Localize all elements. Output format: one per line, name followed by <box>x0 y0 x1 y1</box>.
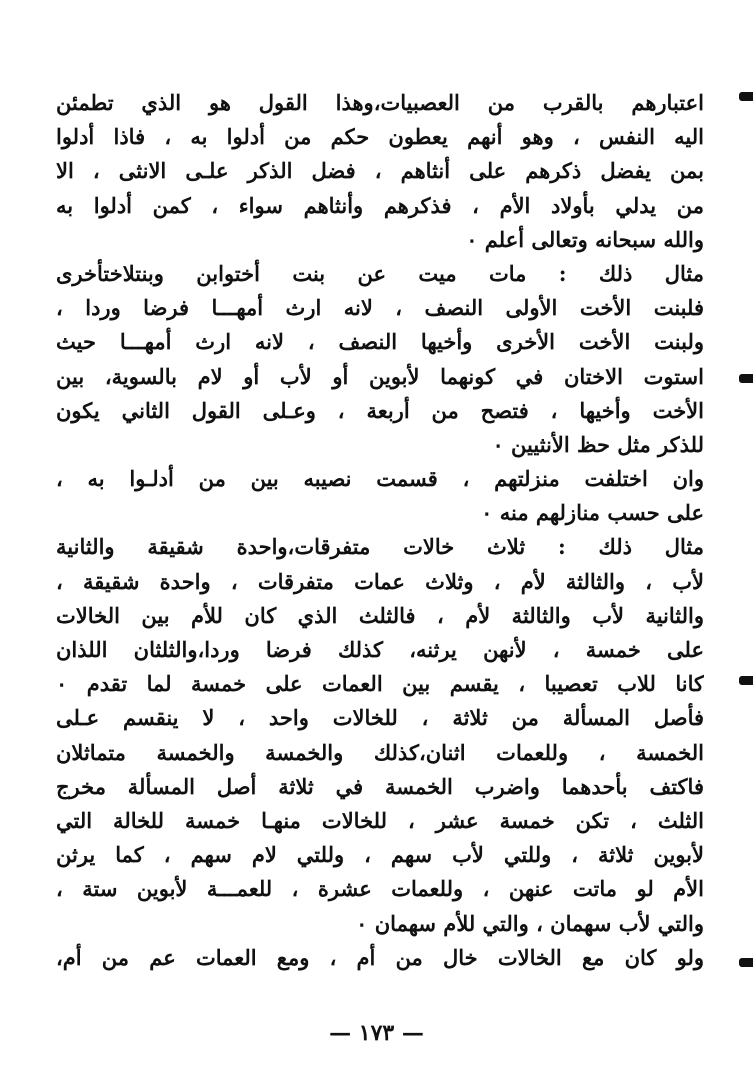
scan-edge-mark <box>739 92 753 101</box>
scan-edge-mark <box>739 374 753 383</box>
text-line: على حسب منازلهم منه ٠ <box>481 500 704 526</box>
text-line: الخمسة ، وللعمات اثنان،كذلك والخمسة والخمسة متماثلان <box>56 739 704 765</box>
scan-edge-mark <box>739 958 753 967</box>
text-line: من يدلي بأولاد الأم ، فذكرهم وأنثاهم سواء ، كمن أدلوا به <box>56 192 704 218</box>
text-line: على خمسة ، لأنهن يرثنه، كذلك فرضا وردا،والثلثان اللذان <box>56 637 704 662</box>
text-line: لأب ، والثالثة لأم ، وثلاث عمات متفرقات ، واحدة شقيقة ، <box>56 568 704 594</box>
text-line: استوت الاختان في كونهما لأبوين أو لأب أو لام بالسوية، بين <box>56 363 704 389</box>
text-line: والثانية لأب والثالثة لأم ، فالثلث الذي كان للأم بين الخالات <box>56 602 704 628</box>
text-line: الأخت وأخيها ، فتصح من أربعة ، وعـلى القول الثاني يكون <box>56 397 704 423</box>
scan-edge-mark <box>739 676 753 685</box>
text-line: بمن يفضل ذكرهم على أنثاهم ، فضل الذكر علـى الانثى ، الا <box>56 158 704 184</box>
text-line: فلبنت الأخت الأولى النصف ، لانه ارث أمهـــا فرضا وردا ، <box>56 295 704 321</box>
text-line: اعتبارهم بالقرب من العصبيات،وهذا القول هو الذي تطمئن <box>56 90 704 115</box>
text-line: ولبنت الأخت الأخرى وأخيها النصف ، لانه ارث أمهـــا حيث <box>56 329 704 355</box>
text-line: للذكر مثل حظ الأنثيين ٠ <box>492 431 704 457</box>
text-line: اليه النفس ، وهو أنهم يعطون حكم من أدلوا به ، فاذا أدلوا <box>56 124 704 150</box>
text-line: مثال ذلك : ثلاث خالات متفرقات،واحدة شقيقة والثانية <box>56 534 704 560</box>
text-line: ولو كان مع الخالات خال من أم ، ومع العمات عم من أم، <box>56 944 704 970</box>
body-text <box>56 86 704 975</box>
text-line: لأبوين ثلاثة ، وللتي لأب سهم ، وللتي لام سهم ، كما يرثن <box>56 842 704 868</box>
text-line: الأم لو ماتت عنهن ، وللعمات عشرة ، للعمـــة لأبوين ستة ، <box>56 876 704 902</box>
text-line: والله سبحانه وتعالى أعلم ٠ <box>466 226 704 252</box>
text-line: كانا للاب تعصيبا ، يقسم بين العمات على خمسة لما تقدم ٠ <box>56 671 704 697</box>
text-line: والتي لأب سهمان ، والتي للأم سهمان ٠ <box>356 910 704 936</box>
text-line: الثلث ، تكن خمسة عشر ، للخالات منهـا خمسة للخالة التي <box>56 807 704 833</box>
text-line: وان اختلفت منزلتهم ، قسمت نصيبه بين من أدلـوا به ، <box>56 466 704 492</box>
text-line: فاكتف بأحدهما واضرب الخمسة في ثلاثة أصل المسألة مخرج <box>56 773 704 799</box>
text-line: مثال ذلك : مات ميت عن بنت أختوابن وبنتلاختأخرى <box>56 260 704 286</box>
text-line: فأصل المسألة من ثلاثة ، للخالات واحد ، لا ينقسم عـلى <box>56 705 704 731</box>
page-number: — ١٧٣ — <box>329 1020 424 1046</box>
